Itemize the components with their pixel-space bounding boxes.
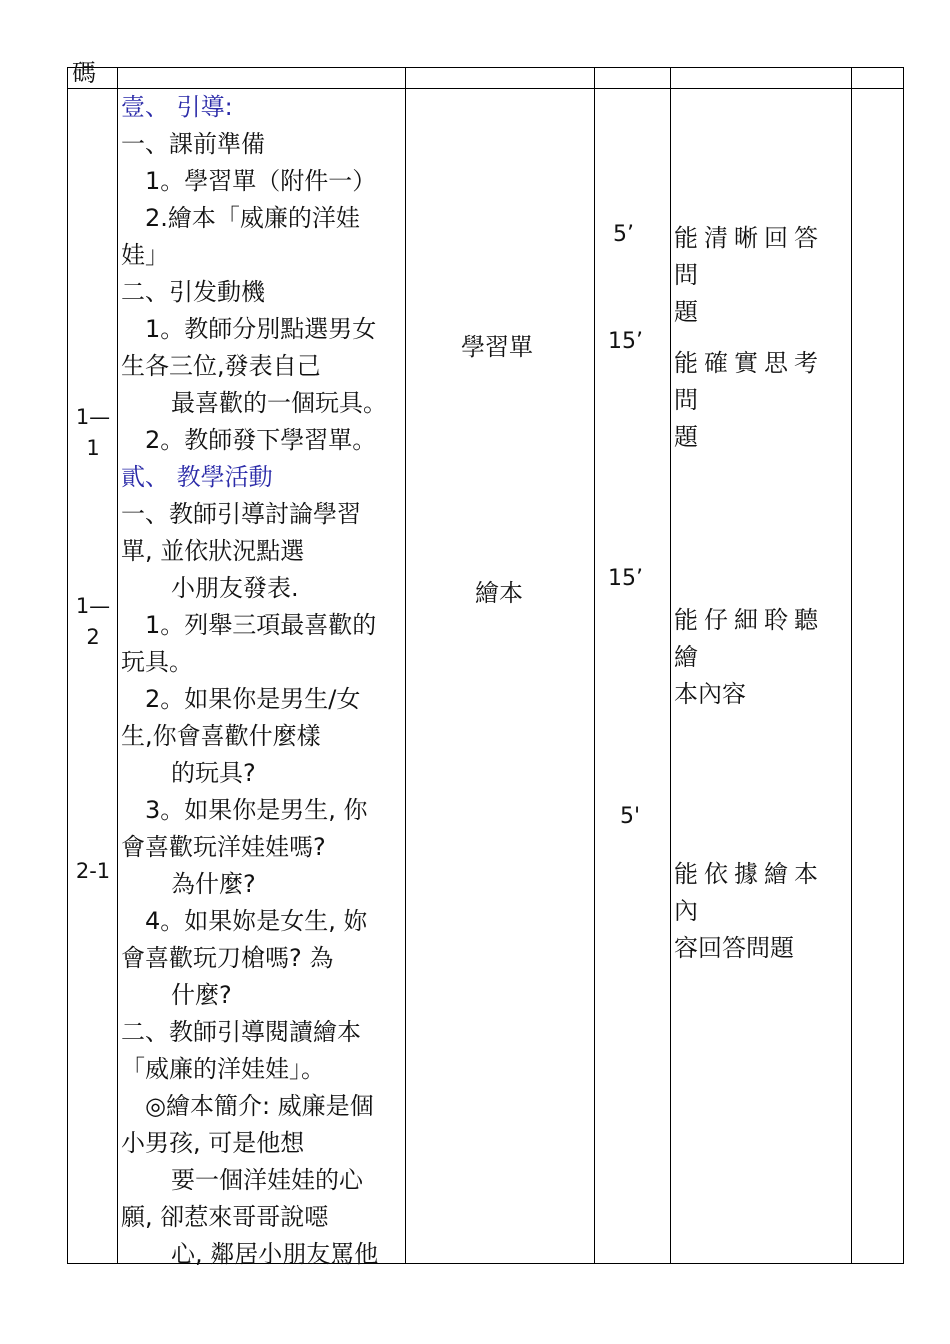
content-line: 貳、 教學活動 xyxy=(121,463,273,491)
column-divider xyxy=(903,67,904,1264)
evaluation-line: 題 xyxy=(674,423,698,451)
content-line: 什麼? xyxy=(171,981,232,1009)
code-column-header: 碼 xyxy=(72,59,96,87)
column-divider xyxy=(405,67,406,1264)
content-line: 心, 鄰居小朋友罵他 xyxy=(171,1240,379,1268)
time-allotment: 5' xyxy=(620,804,641,829)
content-line: 壹、 引導: xyxy=(121,93,233,121)
content-line: 小男孩, 可是他想 xyxy=(121,1129,305,1157)
content-line: 生,你會喜歡什麼樣 xyxy=(121,722,321,750)
column-divider xyxy=(117,67,118,1264)
content-line: 娃」 xyxy=(121,241,169,269)
content-line: 小朋友發表. xyxy=(171,574,299,602)
evaluation-item xyxy=(674,345,852,456)
content-line: 二、引发動機 xyxy=(121,278,265,306)
content-line: 會喜歡玩刀槍嗎? 為 xyxy=(121,944,334,972)
content-line: 2。如果你是男生/女 xyxy=(145,685,361,713)
activity-code-line: 1 xyxy=(86,436,100,460)
content-line: 一、教師引導討論學習 xyxy=(121,500,361,528)
content-line: 最喜歡的一個玩具。 xyxy=(171,389,387,417)
activity-code xyxy=(72,591,114,653)
content-line: 二、教師引導閱讀繪本 xyxy=(121,1018,361,1046)
evaluation-line: 本內容 xyxy=(674,680,746,708)
evaluation-item xyxy=(674,220,852,331)
content-line: 的玩具? xyxy=(171,759,256,787)
content-line: 4。如果妳是女生, 妳 xyxy=(145,907,368,935)
content-line: 願, 卻惹來哥哥說噁 xyxy=(121,1203,329,1231)
activity-code-line: 2-1 xyxy=(75,859,111,883)
evaluation-line: 能依據繪本內 xyxy=(674,860,824,925)
activity-code-line: 2 xyxy=(86,625,100,649)
resource-item: 學習單 xyxy=(461,333,533,361)
activity-code-line: 1— xyxy=(75,594,111,618)
evaluation-line: 題 xyxy=(674,298,698,326)
evaluation-line: 能清晰回答問 xyxy=(674,224,824,289)
content-line: 為什麼? xyxy=(171,870,256,898)
time-allotment: 15’ xyxy=(608,329,643,354)
content-line: 要一個洋娃娃的心 xyxy=(171,1166,363,1194)
column-divider xyxy=(670,67,671,1264)
evaluation-line: 能確實思考問 xyxy=(674,349,824,414)
evaluation-line: 能仔細聆聽繪 xyxy=(674,606,824,671)
evaluation-line: 容回答問題 xyxy=(674,934,794,962)
content-line: 3。如果你是男生, 你 xyxy=(145,796,368,824)
activity-code xyxy=(72,402,114,464)
evaluation-item xyxy=(674,856,852,967)
content-line: 「威廉的洋娃娃」。 xyxy=(121,1055,325,1083)
content-line: 1。教師分別點選男女 xyxy=(145,315,377,343)
resource-item: 繪本 xyxy=(475,579,523,607)
evaluation-item xyxy=(674,602,852,713)
content-line: ◎繪本簡介: 威廉是個 xyxy=(145,1092,374,1120)
column-divider xyxy=(67,67,68,1264)
time-allotment: 15’ xyxy=(608,566,643,591)
content-line: 生各三位,發表自己 xyxy=(121,352,321,380)
time-allotment: 5’ xyxy=(613,222,634,247)
content-line: 1。列舉三項最喜歡的 xyxy=(145,611,377,639)
activity-code xyxy=(72,856,114,887)
content-line: 玩具。 xyxy=(121,648,193,676)
content-line: 2.繪本「威廉的洋娃 xyxy=(145,204,360,232)
activity-content xyxy=(121,89,387,1273)
content-line: 單, 並依狀況點選 xyxy=(121,537,305,565)
content-line: 2。教師發下學習單。 xyxy=(145,426,377,454)
content-line: 會喜歡玩洋娃娃嗎? xyxy=(121,833,326,861)
content-line: 1。學習單（附件一） xyxy=(145,167,377,195)
column-divider xyxy=(594,67,595,1264)
content-line: 一、課前準備 xyxy=(121,130,265,158)
activity-code-line: 1— xyxy=(75,405,111,429)
table-top-border xyxy=(67,67,904,68)
